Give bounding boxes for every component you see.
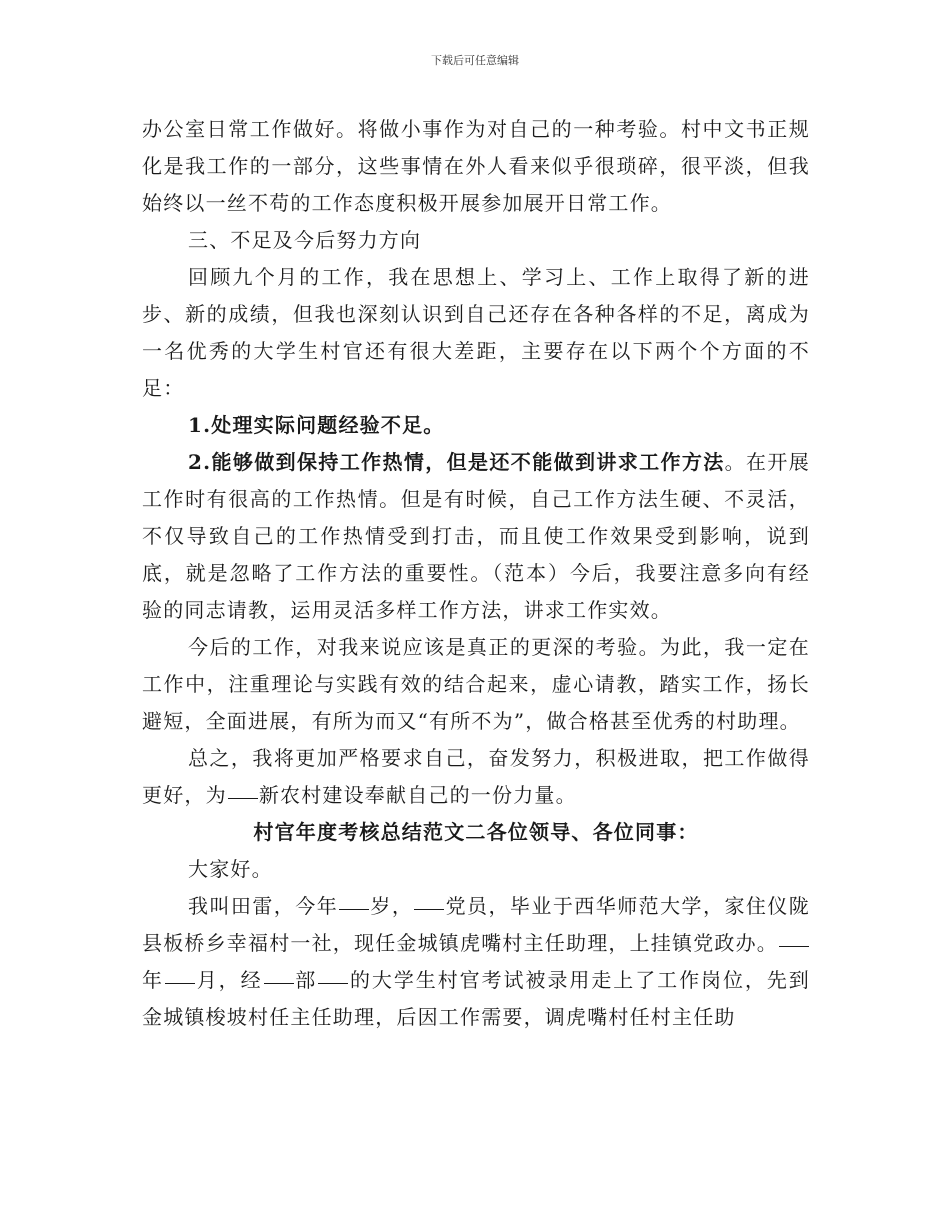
paragraph-6-part-d: 年 — [142, 968, 164, 992]
fill-blank — [264, 982, 294, 984]
list-item-2 — [142, 444, 810, 629]
section-heading-3: 三、不足及今后努力方向 — [188, 228, 422, 252]
paragraph-6-part-a: 我叫田雷，今年 — [188, 894, 339, 918]
fill-blank — [779, 945, 809, 947]
paragraph-1: 办公室日常工作做好。将做小事作为对自己的一种考验。村中文书正规化是我工作的一部分，这些事情在外人看来似乎很琐碎，很平淡，但我始终以一丝不苟的工作态度积极开展参加展开日常工作。 — [142, 117, 810, 215]
paragraph-3: 今后的工作，对我来说应该是真正的更深的考验。为此，我一定在工作中，注重理论与实践有效的结合起来，虚心请教，踏实工作，扬长避短，全面进展，有所为而又“有所不为”，做合格甚至优秀的村助理。 — [142, 635, 810, 733]
paragraph-4 — [142, 740, 810, 814]
paragraph-6-part-g: 的大学生村官考试被录用走上了工作岗位，先到金城镇梭坡村任主任助理，后因工作需要，调虎嘴村任村主任助 — [142, 968, 811, 1029]
paragraph-6-part-b: 岁， — [370, 894, 414, 918]
list-item-2-text: 。在开展工作时有很高的工作热情。但是有时候，自己工作方法生硬、不灵活，不仅导致自己的工作热情受到打击，而且使工作效果受到影响，说到底，就是忽略了工作方法的重要性。（范本）今后，我要注意多向有经验的同志请教，运用灵活多样工作方法，讲求工作实效。 — [142, 450, 810, 622]
paragraph-6 — [142, 888, 810, 1036]
paragraph-2: 回顾九个月的工作，我在思想上、学习上、工作上取得了新的进步、新的成绩，但我也深刻认识到自己还存在各种各样的不足，离成为一名优秀的大学生村官还有很大差距，主要存在以下两个个方面的不足： — [142, 265, 810, 400]
paragraph-6-part-e: 月，经 — [195, 968, 263, 992]
fill-blank — [318, 982, 348, 984]
fill-blank — [165, 982, 195, 984]
fill-blank — [414, 908, 444, 910]
fill-blank — [339, 908, 369, 910]
list-item-1: 1.处理实际问题经验不足。 — [188, 413, 445, 437]
fill-blank — [228, 797, 258, 799]
document-body — [142, 111, 810, 1036]
paragraph-6-part-c: 党员，毕业于西华师范大学，家住仪陇县板桥乡幸福村一社，现任金城镇虎嘴村主任助理，上挂镇党政办。 — [142, 894, 810, 955]
section-title-2: 村官年度考核总结范文二各位领导、各位同事： — [253, 820, 699, 844]
paragraph-4-part-a: 总之，我将更加严格要求自己，奋发努力，积极进取，把工作做得更好，为 — [142, 746, 810, 807]
greeting: 大家好。 — [188, 857, 273, 881]
list-item-2-lead: 2.能够做到保持工作热情，但是还不能做到讲求工作方法 — [188, 450, 725, 474]
page-header: 下载后可任意编辑 — [431, 54, 519, 67]
paragraph-4-part-b: 新农村建设奉献自己的一份力量。 — [258, 783, 577, 807]
paragraph-6-part-f: 部 — [294, 968, 318, 992]
